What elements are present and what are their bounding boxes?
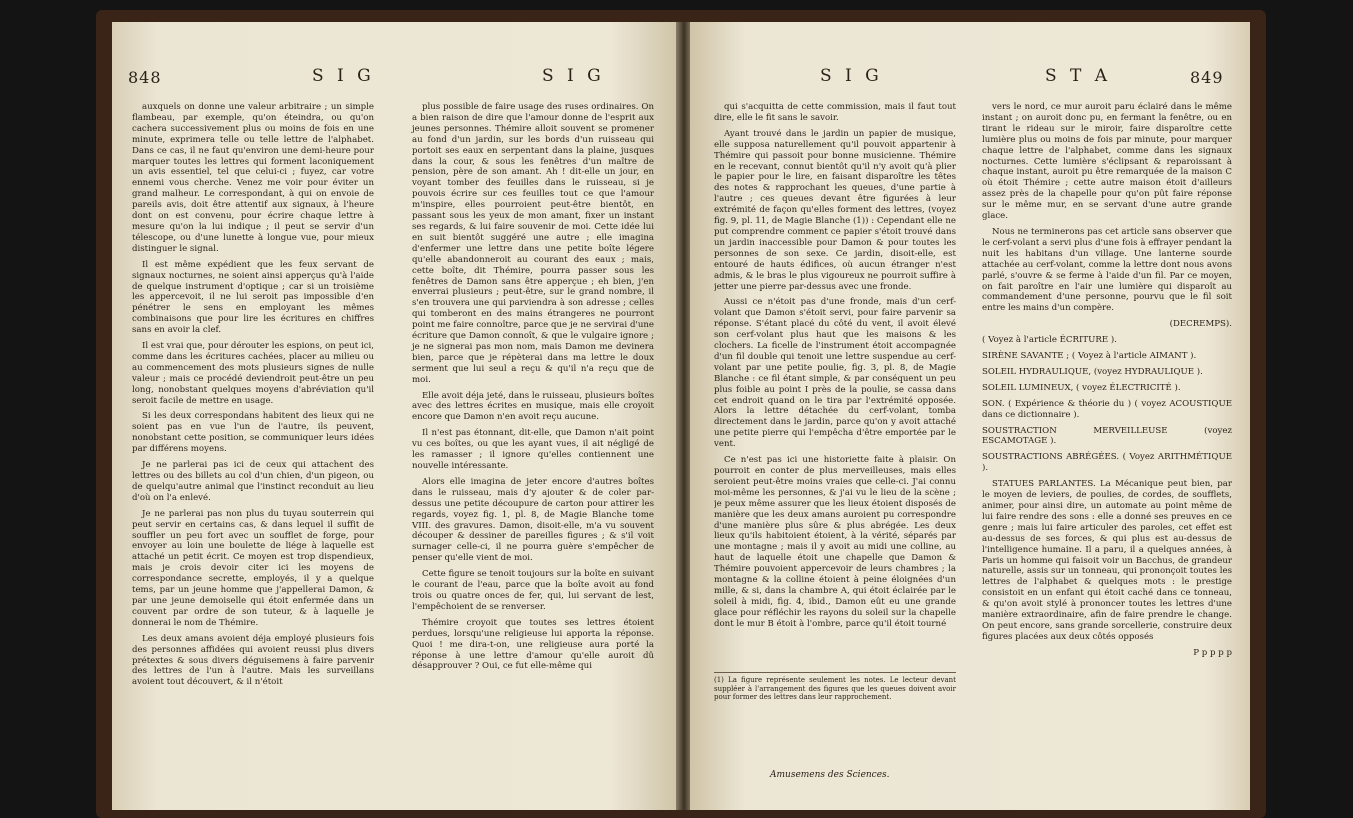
running-head-right-2: S T A <box>1045 66 1112 86</box>
paragraph: vers le nord, ce mur auroit paru éclairé dans le même instant ; on auroit donc pu, en fermant la fenêtre, ou en tirant le rideau sur le miroir, faire disparoître cette lumière plus ou moins de fois par minute, pour marquer chaque lettre de l'alphabet, comme dans les signaux nocturnes. Cette lumière s'éclipsant & reparoissant à chaque instant, auroit pu être remarquée de la maison C où étoit Thémire ; cette autre maison étoit d'ailleurs assez près de la chapelle pour qu'on pût faire réponse sur le même mur, en se servant d'une autre grande glace. <box>982 102 1232 222</box>
running-head-left-2: S I G <box>542 66 605 86</box>
paragraph: Nous ne terminerons pas cet article sans observer que le cerf-volant a servi plus d'une fois à effrayer pendant la nuit les habitans d'un village. Une lanterne sourde attachée au cerf-volant, comme la lettre dont nous avons parlé, s'ouvre & se ferme à l'aide d'un fil. Par ce moyen, on fait paroître en l'air une lumière qui disparoît au commandement d'une personne, pourvu que le fil soit entre les mains d'un compère. <box>982 226 1232 314</box>
paragraph: Si les deux correspondans habitent des lieux qui ne soient pas en vue l'un de l'autre, ils peuvent, nonobstant cette position, se communiquer leurs idées par différens moyens. <box>132 411 374 455</box>
paragraph: Ce n'est pas ici une historiette faite à plaisir. On pourroit en conter de plus merveilleuses, mais elles seroient peut-être moins vraies que celle-ci. J'ai connu moi-même les personnes, & j'ai vu le lieu de la scène ; je peux même assurer que les lieux étoient disposés de manière que les deux amans auroient pu correspondre d'une manière plus sûre & plus abrégée. Les deux lieux qu'ils habitoient étoient, à la vérité, séparés par une montagne ; mais il y avoit au midi une colline, au haut de laquelle étoit une chapelle que Damon & Thémire pouvoient appercevoir de leurs chambres ; la montagne & la colline étoient à peine éloignées d'un mille, & si, dans la chambre A, qui étoit éclairée par le soleil à midi, fig. 4, ibid., Damon eût eu une grande glace pour réfléchir les rayons du soleil sur la chapelle dont le mur B étoit à l'ombre, parce qu'il étoit tourné <box>714 455 956 629</box>
paragraph: Cette figure se tenoit toujours sur la boîte en suivant le courant de l'eau, parce que la boîte avoit au fond trois ou quatre onces de fer, qui, lui servant de lest, l'empêchoient de se renverser. <box>412 569 654 612</box>
footnote: (1) La figure représente seulement les notes. Le lecteur devant suppléer à l'arrangement des figures que les queues doivent avoir pour former des lettres dans leur rapprochement. <box>714 672 956 702</box>
catchword: P p p p p <box>1193 647 1232 658</box>
paragraph: Aussi ce n'étoit pas d'une fronde, mais d'un cerf-volant que Damon s'étoit servi, pour faire parvenir sa réponse. S'étant placé du côté du vent, il avoit élevé son cerf-volant plus haut que les maisons & les clochers. La ficelle de l'instrument étoit accompagnée d'un fil double qui tenoit une lettre suspendue au cerf-volant par une petite poulie, fig. 3, pl. 8, de Magie Blanche : ce fil étant simple, & par conséquent un peu plus foible au point I près de la poulie, se cassa dans cet endroit quand on le tira par l'extrémité opposée. Alors la lettre détachée du cerf-volant, tomba directement dans le jardin, parce qu'on y avoit attaché une petite pierre qui l'empêcha d'être emportée par le vent. <box>714 297 956 450</box>
paragraph: Il est même expédient que les feux servant de signaux nocturnes, ne soient ainsi apperçus qu'à l'aide de quelque instrument d'optique ; car si un troisième les appercevoit, il ne lui seroit pas impossible d'en pénétrer le sens en employant les mêmes combinaisons que pour lire les écritures en chiffres sans en avoir la clef. <box>132 259 374 336</box>
paragraph: Je ne parlerai pas non plus du tuyau souterrein qui peut servir en certains cas, & dans lequel il suffit de souffler un peu fort avec un soufflet de forge, pour envoyer au loin une boulette de liége à laquelle est attaché un petit écrit. Ce moyen est trop dispendieux, mais je crois devoir citer ici les moyens de correspondance secrette, employés, il y a quelque tems, par un jeune homme que j'appellerai Damon, & par une jeune demoiselle qui étoit enfermée dans un couvent par ordre de son tuteur, & à laquelle je donnerai le nom de Thémire. <box>132 508 374 628</box>
cross-reference: SOLEIL LUMINEUX, ( voyez ÉLECTRICITÉ ). <box>982 382 1181 393</box>
page-number-right: 849 <box>1190 68 1224 87</box>
left-page <box>112 22 678 810</box>
page-signature: Amusemens des Sciences. <box>770 770 890 780</box>
page-number-left: 848 <box>128 68 162 87</box>
paragraph: plus possible de faire usage des ruses ordinaires. On a bien raison de dire que l'amour donne de l'esprit aux jeunes personnes. Thémire alloit souvent se promener au fond d'un jardin, sur les bords d'un ruisseau qui portoit ses eaux en serpentant dans la plaine, jusques dans la cour, & sous les fenêtres d'un maître de pension, père de son amant. Ah ! dit-elle un jour, en voyant tomber des feuilles dans le ruisseau, si je pouvois écrire sur ces feuilles tout ce que l'amour m'inspire, elles pourroient peut-être bientôt, en passant sous les yeux de mon amant, fixer un instant ses regards, & lui faire souvenir de moi. Cette idée lui en suit bientôt suggéré une autre ; elle imagina d'enfermer une lettre dans une petite boîte légere qu'elle abandonneroit au courant des eaux ; mais, cette boîte, dit Thémire, pourra passer sous les fenêtres de Damon sans être apperçue ; eh bien, j'en enverrai plusieurs ; peut-être, sur le grand nombre, il s'en trouvera une qui parviendra à son adresse ; celles qui tomberont en des mains étrangeres ne pourront point me faire connoître, parce que je ne servirai d'une écriture que Damon connoît, & que le vulgaire ignore ; je ne signerai pas mon nom, mais Damon me devinera bien, parce que je répèterai dans ma lettre le doux serment que lui seul a reçu & qu'il n'a reçu que de moi. <box>412 102 654 385</box>
left-page-column-1 <box>132 102 374 693</box>
paragraph: Les deux amans avoient déja employé plusieurs fois des personnes affidées qui avoient reussi plus divers prétextes & sous divers déguisemens à faire parvenir des lettres de l'un à l'autre. Mais les surveillans avoient tout découvert, & il n'étoit <box>132 633 374 688</box>
paragraph: Ayant trouvé dans le jardin un papier de musique, elle supposa naturellement qu'il pouvoit appartenir à Thémire qui passoit pour bonne musicienne. Thémire en le recevant, connut bientôt qu'il n'y avoit qu'à plier le papier pour le lire, en faisant disparoître les têtes des notes & rapprochant les queues, d'une partie à l'autre ; ces queues devant être figurées à leur extrémité de façon qu'elles forment des lettres, (voyez fig. 9, pl. 11, de Magie Blanche (1)) : Cependant elle ne put comprendre comment ce papier s'étoit trouvé dans un jardin inaccessible pour Damon & pour toutes les personnes de son sexe. Ce jardin, disoit-elle, est entouré de hauts édifices, où aucun étranger n'est admis, & le bras le plus vigoureux ne pourroit suffire à jetter une pierre par-dessus avec une fronde. <box>714 128 956 292</box>
cross-reference: SON. ( Expérience & théorie du ) ( voyez ACOUSTIQUE dans ce dictionnaire ). <box>982 398 1232 420</box>
paragraph: Alors elle imagina de jeter encore d'autres boîtes dans le ruisseau, mais d'y ajouter & de coler par-dessus une petite découpure de carton pour attirer les regards, voyez fig. 1, pl. 8, de Magie Blanche tome VIII. des gravures. Damon, disoit-elle, m'a vu souvent découper & dessiner de pareilles figures ; & s'il voit surnager celle-ci, il ne pourra guère s'empêcher de penser qu'elle vient de moi. <box>412 476 654 564</box>
paragraph: qui s'acquitta de cette commission, mais il faut tout dire, elle le fit sans le savoir. <box>714 102 956 123</box>
paragraph: STATUES PARLANTES. La Mécanique peut bien, par le moyen de leviers, de poulies, de cordes, de soufflets, animer, pour ainsi dire, un automate au point même de lui faire rendre des sons : elle a donné ses preuves en ce genre ; mais lui faire articuler des paroles, cet effet est au-dessus de ses forces, & qui plus est au-dessus de l'intelligence humaine. Il a paru, il a quelques années, à Paris un homme qui faisoit voir un Bacchus, de grandeur naturelle, assis sur un tonneau, qui prononçoit toutes les lettres de l'alphabet & quelques mots : le prestige consistoit en un enfant qui étoit caché dans ce tonneau, & qu'on avoit stylé à prononcer toutes les lettres d'une manière extraordinaire, afin de faire prendre le change. On peut encore, sans grande sorcellerie, construire deux figures placées aux deux côtés opposés <box>982 479 1232 642</box>
cross-reference: ( Voyez à l'article ÉCRITURE ). <box>982 335 1117 346</box>
paragraph: auxquels on donne une valeur arbitraire ; un simple flambeau, par exemple, qu'on éteindra, ou qu'on cachera successivement plus ou moins de fois en une minute, exprimera telle ou telle lettre de l'alphabet. Dans ce cas, il ne faut qu'environ une demi-heure pour marquer toutes les lettres qui forment laconiquement un avis essentiel, tel que celui-ci ; fuyez, car votre ennemi vous cherche. Venez me voir pour éviter un grand malheur. Le correspondant, à qui on envoie de pareils avis, doit être attentif aux signaux, à l'heure dont on est convenu, pour écrire chaque lettre à mesure qu'on la lui indique ; il peut se servir d'un télescope, ou d'une lunette à longue vue, pour mieux distinguer le signal. <box>132 102 374 254</box>
paragraph: Il est vrai que, pour dérouter les espions, on peut ici, comme dans les écritures cachées, placer au milieu ou au commencement des mots plusieurs signes de nulle valeur ; mais ce procédé deviendroit peut-être un peu long, nonobstant quelques moyens d'abréviation qu'il seroit facile de mettre en usage. <box>132 341 374 406</box>
running-head-right-1: S I G <box>820 66 883 86</box>
cross-reference: SIRÈNE SAVANTE ; ( Voyez à l'article AIMANT ). <box>982 351 1197 362</box>
cross-reference: SOUSTRACTION MERVEILLEUSE (voyez ESCAMOTAGE ). <box>982 425 1232 447</box>
cross-reference: SOUSTRACTIONS ABRÉGÉES. ( Voyez ARITHMÉTIQUE ). <box>982 452 1232 474</box>
right-page <box>690 22 1250 810</box>
paragraph: Elle avoit déja jeté, dans le ruisseau, plusieurs boîtes avec des lettres écrites en musique, mais elle croyoit encore que Damon n'en avoit reçu aucune. <box>412 390 655 423</box>
right-page-column-1 <box>714 102 956 662</box>
paragraph: Thémire croyoit que toutes ses lettres étoient perdues, lorsqu'une religieuse lui apporta la réponse. Quoi ! me dira-t-on, une religieuse aura porté la réponse à une lettre d'amour qu'elle auroit dû désapprouver ? Oui, ce fut elle-même qui <box>412 617 654 672</box>
paragraph: Il n'est pas étonnant, dit-elle, que Damon n'ait point vu ces boîtes, ou que les ayant vues, il ait négligé de les ramasser ; il ignore qu'elles contiennent une nouvelle intéressante. <box>412 428 654 471</box>
left-page-column-2 <box>412 102 654 677</box>
right-page-column-2 <box>982 102 1232 664</box>
author-signature: (DECREMPS). <box>1169 319 1232 330</box>
running-head-left-1: S I G <box>312 66 375 86</box>
cross-reference: SOLEIL HYDRAULIQUE, (voyez HYDRAULIQUE ). <box>982 366 1203 377</box>
paragraph: Je ne parlerai pas ici de ceux qui attachent des lettres ou des billets au col d'un chien, d'un pigeon, ou de quelqu'autre animal que l'instinct reconduit au lieu d'où on l'a enlevé. <box>132 460 374 503</box>
